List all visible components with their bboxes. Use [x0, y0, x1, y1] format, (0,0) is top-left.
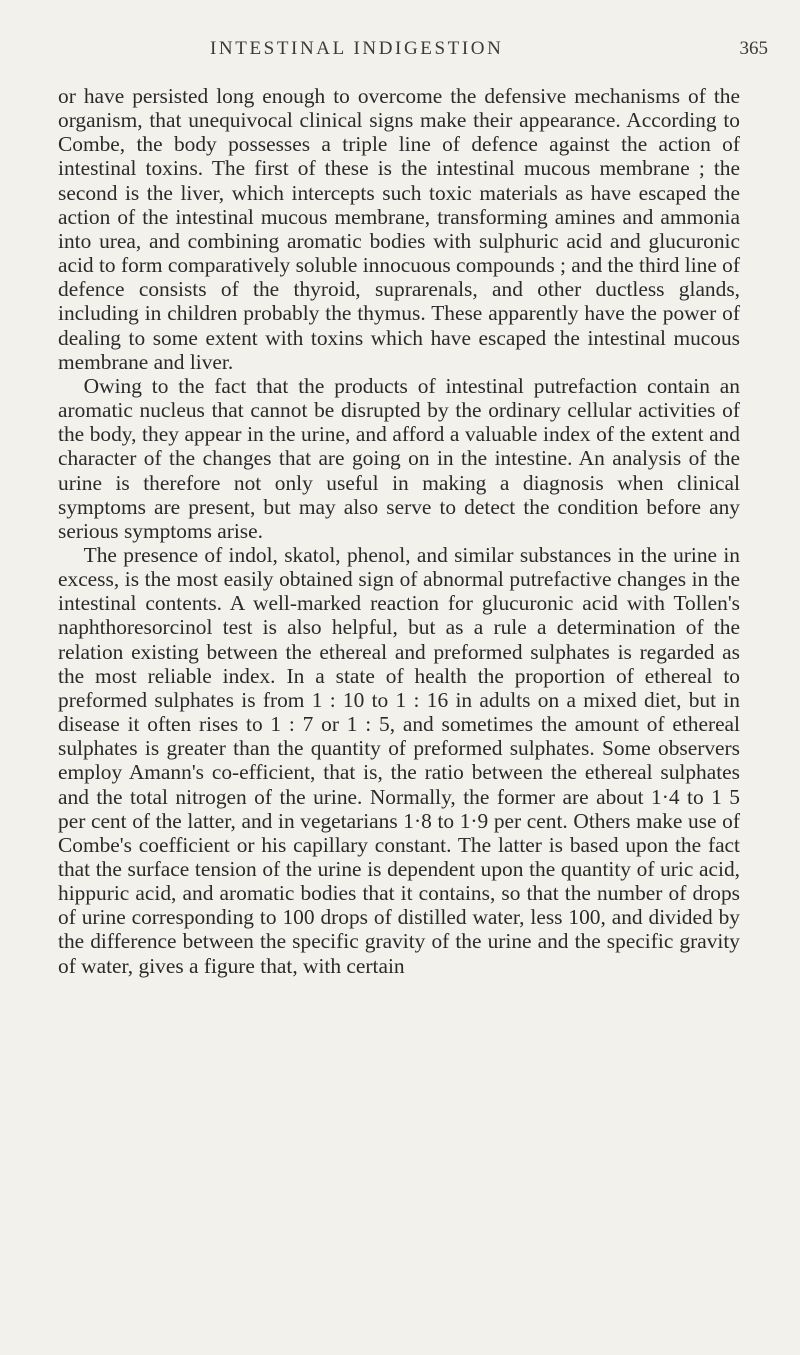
paragraph-defence-lines: or have persisted long enough to overcome the defensive mechanisms of the organism, that unequivocal clinical signs make their appearance. According to Combe, the body possesses a triple line of defence against the action of intestinal toxins. The first of these is the intestinal mucous membrane ; the second is the liver, which intercepts such toxic materials as have escaped the action of the intestinal mucous membrane, transforming amines and ammonia into urea, and combining aromatic bodies with sulphuric acid and glucuronic acid to form comparatively soluble innocuous compounds ; and the third line of defence consists of the thyroid, suprarenals, and other ductless glands, including in children probably the thymus. These apparently have the power of dealing to some extent with toxins which have escaped the intestinal mucous membrane and liver. — [58, 84, 740, 374]
paragraph-urine-index: Owing to the fact that the products of intestinal putrefaction contain an aromatic nucleus that cannot be disrupted by the ordinary cellular activities of the body, they appear in the urine, and afford a valuable index of the extent and character of the changes that are going on in the intestine. An analysis of the urine is therefore not only useful in making a diagnosis when clinical symptoms are present, but may also serve to detect the condition before any serious symptoms arise. — [58, 373, 740, 543]
running-head-title: INTESTINAL INDIGESTION — [210, 38, 504, 59]
body-text — [58, 84, 740, 978]
running-head — [210, 0, 768, 59]
paragraph-sulphate-ratio: The presence of indol, skatol, phenol, and similar substances in the urine in excess, is the most easily obtained sign of abnormal putrefactive changes in the intestinal contents. A well-marked reaction for glucuronic acid with Tollen's naphthoresorcinol test is also helpful, but as a rule a determination of the relation existing between the ethereal and preformed sulphates is regarded as the most reliable index. In a state of health the proportion of ethereal to preformed sulphates is from 1 : 10 to 1 : 16 in adults on a mixed diet, but in disease it often rises to 1 : 7 or 1 : 5, and sometimes the amount of ethereal sulphates is greater than the quantity of preformed sulphates. Some observers employ Amann's co-efficient, that is, the ratio between the ethereal sulphates and the total nitrogen of the urine. Normally, the former are about 1·4 to 1 5 per cent of the latter, and in vegetarians 1·8 to 1·9 per cent. Others make use of Combe's coefficient or his capillary constant. The latter is based upon the fact that the surface tension of the urine is dependent upon the quantity of uric acid, hippuric acid, and aromatic bodies that it contains, so that the number of drops of urine corresponding to 100 drops of distilled water, less 100, and divided by the difference between the specific gravity of the urine and the specific gravity of water, gives a figure that, with certain — [58, 542, 740, 978]
page-number: 365 — [739, 38, 768, 59]
